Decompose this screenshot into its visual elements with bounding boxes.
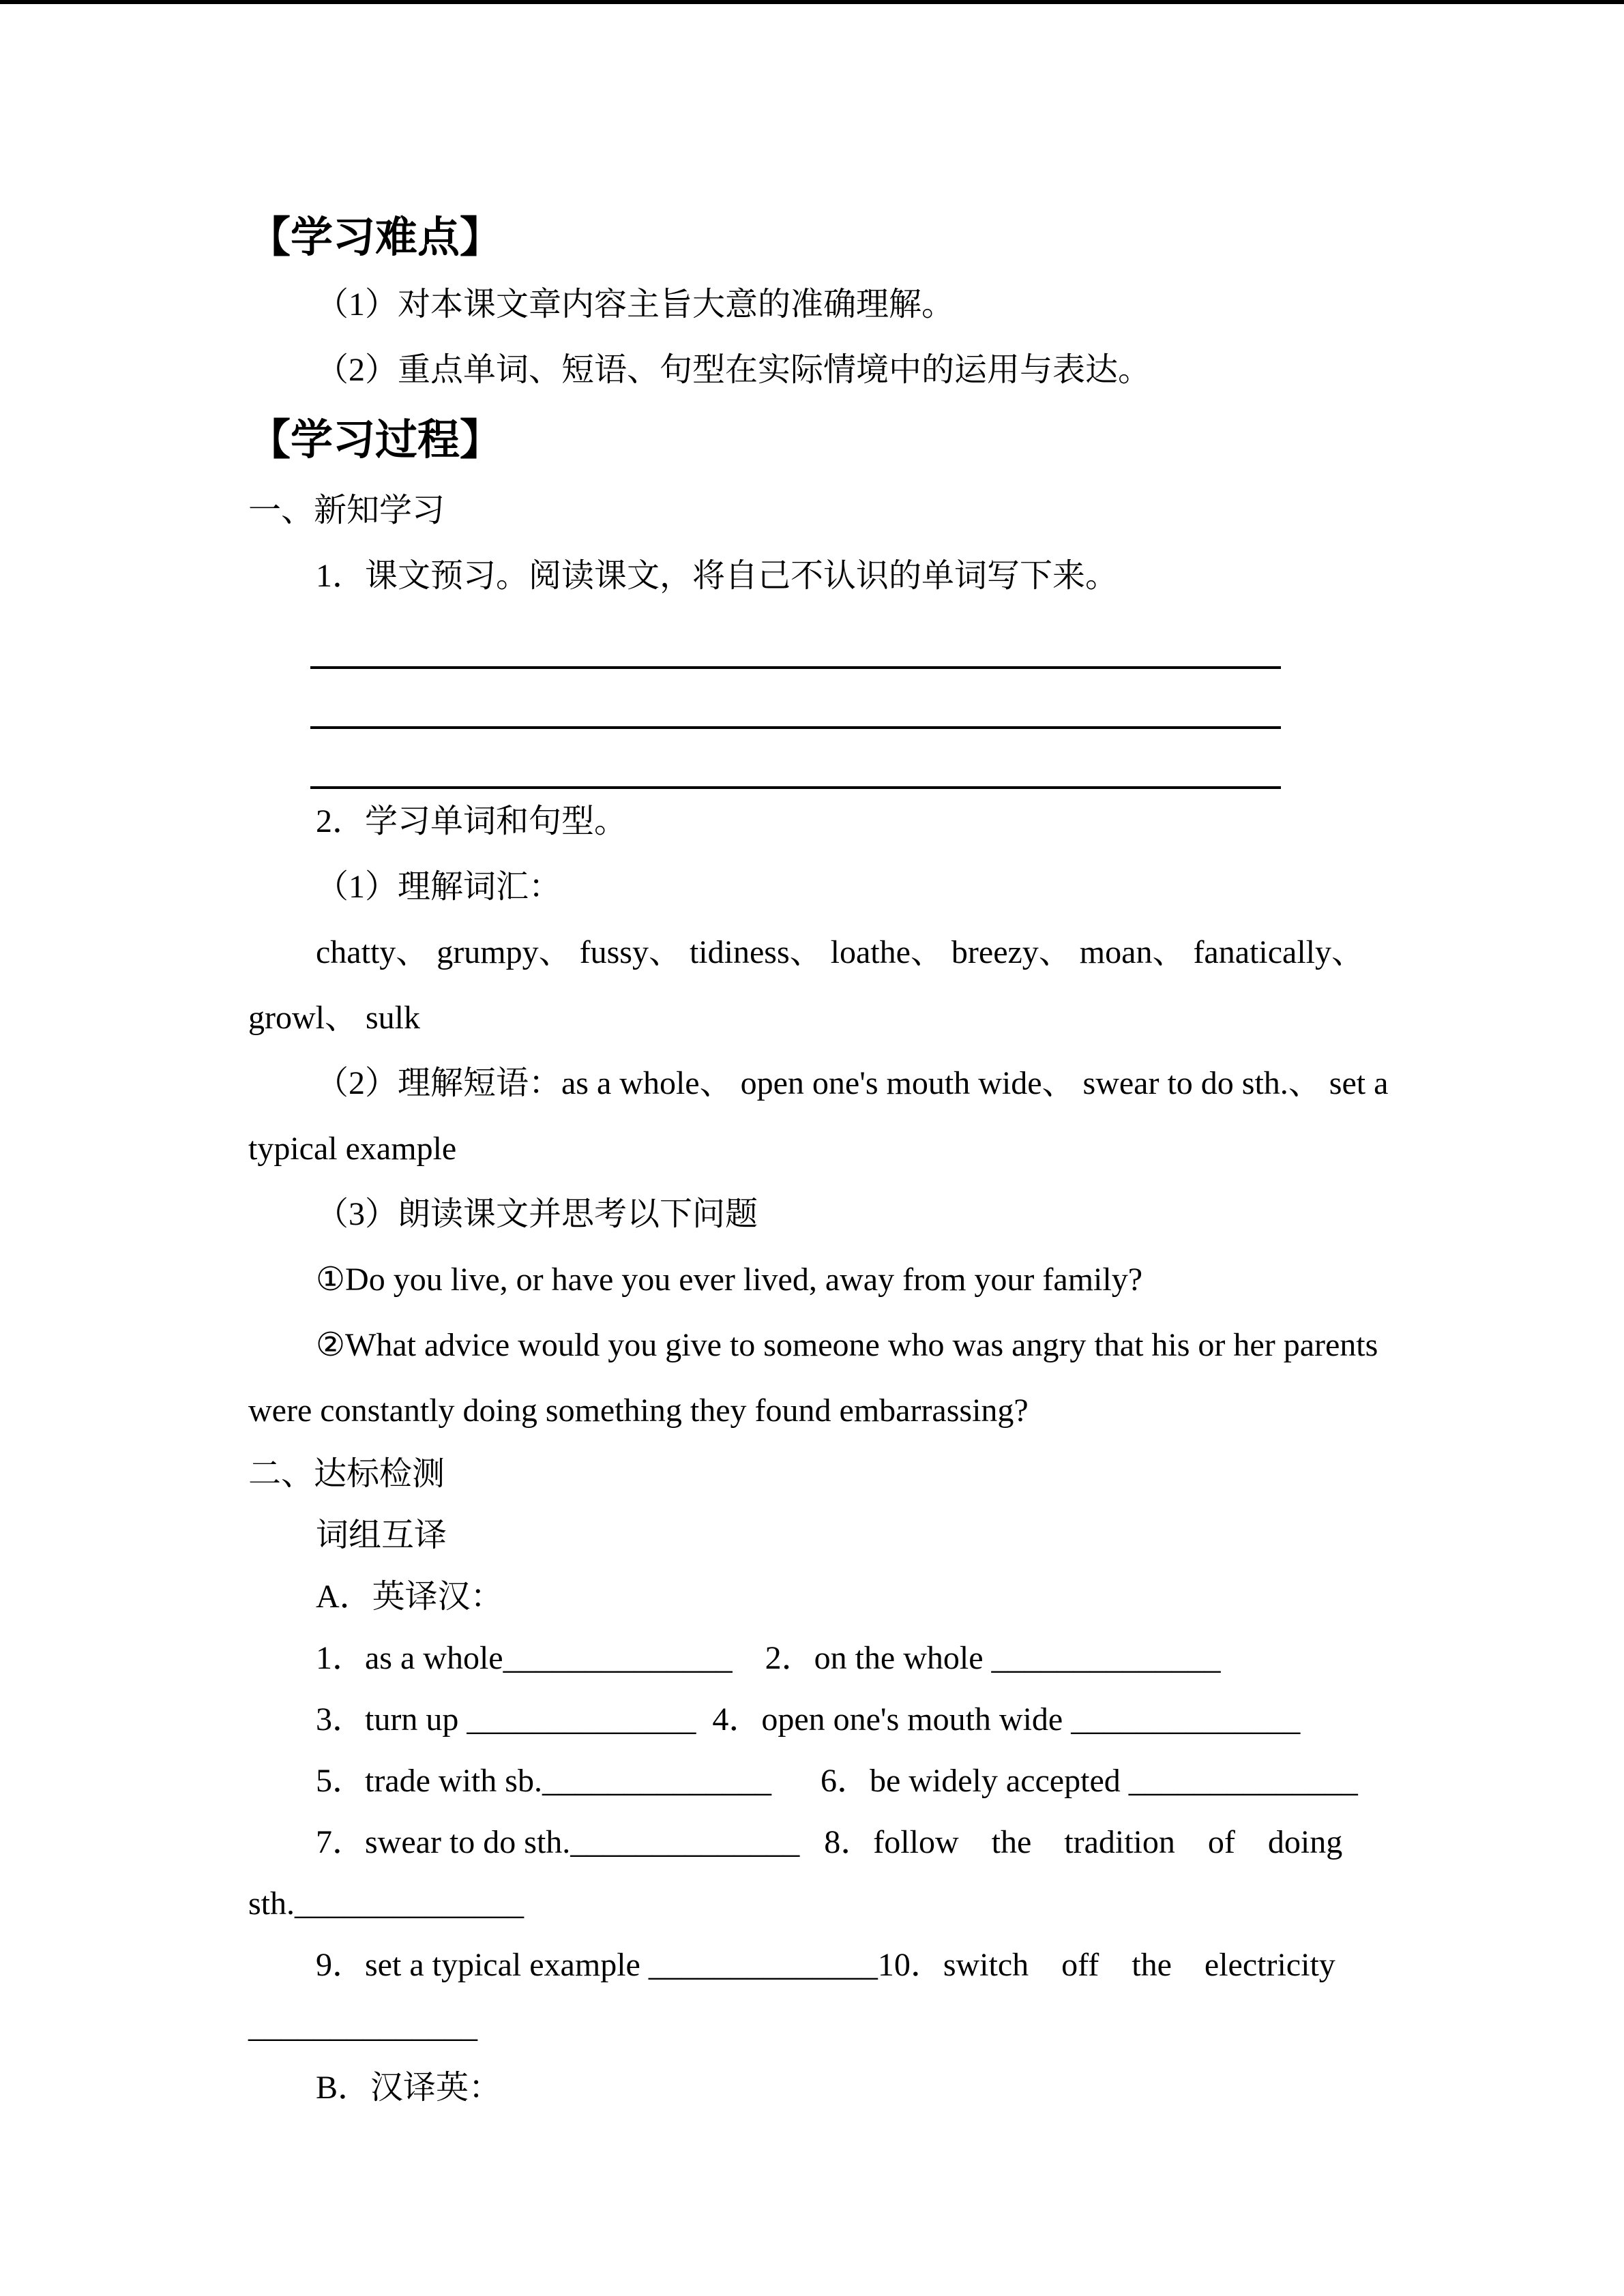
translation-item-line-3-4: 3．turn up ______________ 4．open one's mouth wide ______________ [316, 1701, 1301, 1738]
sectionB-label: B．汉译英： [316, 2070, 502, 2106]
section-difficulties-heading: 【学习难点】 [248, 214, 503, 261]
phrases-line1: （2）理解短语：as a whole、 open one's mouth wide、 swear to do sth.、 set a [316, 1065, 1389, 1101]
translation-item-line-8-continuation: sth.______________ [248, 1885, 525, 1922]
reading-question-2-line1: ②What advice would you give to someone who was angry that his or her parents [316, 1327, 1378, 1363]
translation-item-line-1-2: 1．as a whole______________ 2．on the whole ______________ [316, 1640, 1221, 1676]
translation-item-line-5-6: 5．trade with sb.______________ 6．be widely accepted ______________ [316, 1763, 1358, 1799]
scan-top-edge-bar [0, 0, 1624, 4]
write-line [310, 609, 1281, 669]
vocab-label: （1）理解词汇： [316, 869, 562, 905]
translation-item-line-10-continuation: ______________ [248, 2008, 477, 2044]
part2-title: 二、达标检测 [248, 1456, 445, 1492]
vocab-words-line2: growl、 sulk [248, 1000, 421, 1036]
section-process-heading: 【学习过程】 [248, 417, 503, 464]
sectionA-label: A．英译汉： [316, 1579, 503, 1615]
translation-item-line-7-8: 7．swear to do sth.______________ 8．follow the tradition of doing [316, 1824, 1343, 1860]
phrases-line2: typical example [248, 1131, 457, 1167]
write-line [310, 669, 1281, 729]
write-line-row-1 [248, 609, 1624, 669]
reading-question-1: ①Do you live, or have you ever lived, away from your family? [316, 1262, 1142, 1298]
reading-question-2-line2: were constantly doing something they found embarrassing? [248, 1392, 1029, 1429]
write-line-row-3 [248, 729, 1624, 789]
write-line-row-2 [248, 669, 1624, 729]
write-line [310, 729, 1281, 789]
task1-text: 1．课文预习。阅读课文，将自己不认识的单词写下来。 [316, 558, 1119, 594]
task2-text: 2．学习单词和句型。 [316, 803, 628, 839]
difficulty-item-1: （1）对本课文章内容主旨大意的准确理解。 [316, 286, 955, 323]
vocab-words-line1: chatty、 grumpy、 fussy、 tidiness、 loathe、 breezy、 moan、 fanatically、 [316, 934, 1364, 970]
part1-title: 一、新知学习 [248, 492, 445, 528]
part2-subtitle: 词组互译 [316, 1517, 447, 1553]
reading-label: （3）朗读课文并思考以下问题 [316, 1196, 758, 1232]
translation-item-line-9-10: 9．set a typical example ______________10．switch off the electricity [316, 1947, 1335, 1983]
difficulty-item-2: （2）重点单词、短语、句型在实际情境中的运用与表达。 [316, 352, 1151, 388]
